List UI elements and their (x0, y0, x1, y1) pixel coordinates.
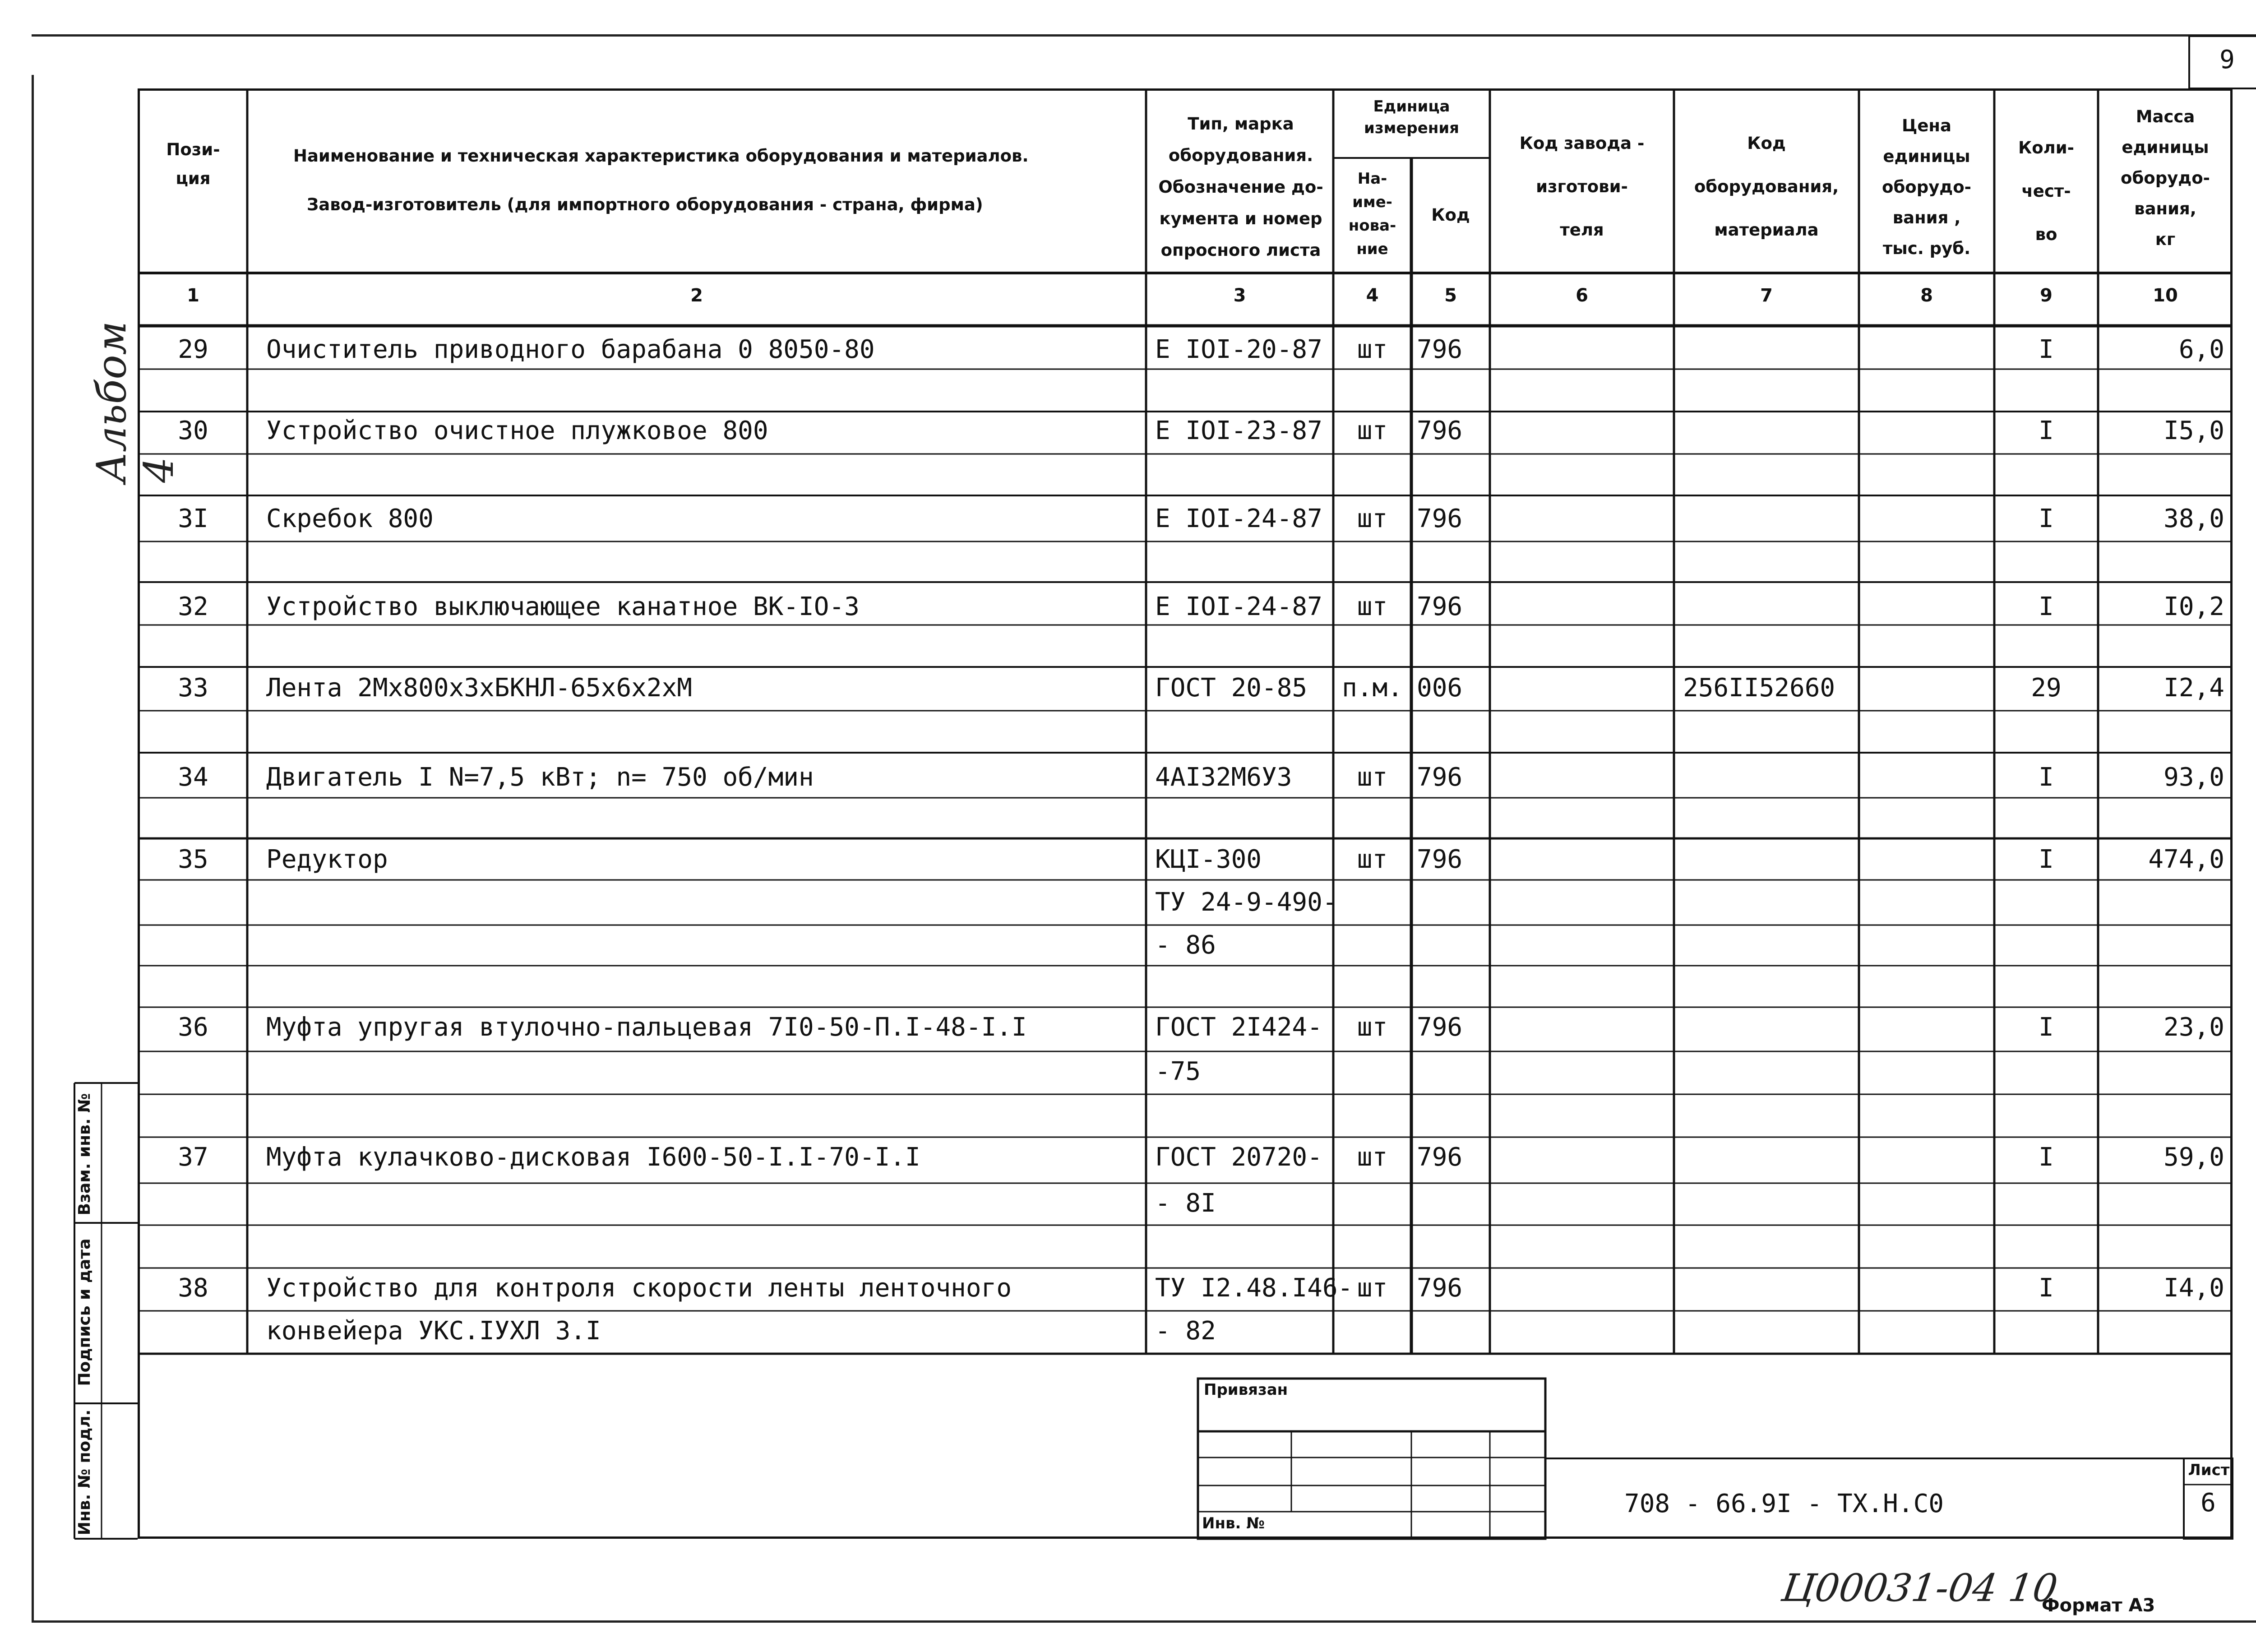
col-num: 4 (1366, 285, 1379, 306)
table-row (0, 1268, 2256, 1309)
cell-doc: - 86 (1155, 930, 1216, 960)
col-num: 9 (2040, 285, 2053, 306)
cell-code: 796 (1417, 1273, 1463, 1303)
col-num: 3 (1233, 285, 1246, 306)
cell-code: 796 (1417, 416, 1463, 445)
cell-doc: ГОСТ 20720- (1155, 1143, 1322, 1172)
cell-doc: ГОСТ 20-85 (1155, 673, 1308, 703)
cell-code: 796 (1417, 845, 1463, 874)
cell-qty: I (2039, 592, 2054, 621)
cell-doc: Е IOI-23-87 (1155, 416, 1322, 445)
cell-mass: 474,0 (2148, 845, 2224, 874)
col-num: 5 (1444, 285, 1457, 306)
cell-unit: шт (1357, 592, 1388, 621)
cell-name: Очиститель приводного барабана 0 8050-80 (266, 335, 875, 364)
col-num: 2 (690, 285, 703, 306)
cell-code: 796 (1417, 504, 1463, 533)
cell-mass: 59,0 (2164, 1143, 2224, 1172)
cell-pos: 37 (178, 1143, 208, 1172)
cell-pos: 36 (178, 1013, 208, 1042)
header-price: Цена единицы оборудо- вания , тыс. руб. (1882, 116, 1971, 258)
sheet-number-top: 9 (2219, 45, 2235, 74)
cell-mat: 256II52660 (1683, 673, 1835, 703)
header-equipment-code: Код оборудования, материала (1694, 134, 1839, 240)
cell-qty: I (2039, 845, 2054, 874)
cell-name: Двигатель I N=7,5 кВт; n= 750 об/мин (266, 763, 814, 792)
cell-qty: I (2039, 763, 2054, 792)
cell-pos: 3I (178, 504, 208, 533)
header-name: Наименование и техническая характеристика оборудования и материалов. Завод-изготовитель (для импортного оборудования - страна, фирма) (293, 146, 1029, 214)
table-row (0, 1007, 2256, 1048)
stamp-doc-code: 708 - 66.9I - ТХ.Н.С0 (1624, 1489, 1944, 1518)
header-type: Тип, марка оборудования. Обозначение до- кумента и номер опросного листа (1158, 114, 1323, 260)
col-num: 7 (1760, 285, 1773, 306)
cell-mass: 23,0 (2164, 1013, 2224, 1042)
cell-doc: ТУ I2.48.I46- (1155, 1273, 1353, 1303)
cell-pos: 35 (178, 845, 208, 874)
col-num: 1 (187, 285, 199, 306)
col-num: 6 (1576, 285, 1588, 306)
table-row (0, 1051, 2256, 1092)
cell-code: 796 (1417, 1013, 1463, 1042)
cell-code: 796 (1417, 763, 1463, 792)
stamp-sheet-value: 6 (2201, 1488, 2216, 1518)
table-row (0, 882, 2256, 923)
cell-unit: п.м. (1342, 673, 1403, 703)
stamp-bound-label: Привязан (1204, 1381, 1288, 1399)
cell-name: Устройство выключающее канатное ВК-IO-3 (266, 592, 860, 621)
cell-code: 796 (1417, 592, 1463, 621)
cell-doc: - 82 (1155, 1316, 1216, 1346)
cell-unit: шт (1357, 1143, 1388, 1172)
header-quantity: Коли- чест- во (2018, 138, 2075, 244)
cell-name: Устройство для контроля скорости ленты ленточного (266, 1273, 1012, 1303)
table-row (0, 587, 2256, 627)
cell-code: 796 (1417, 335, 1463, 364)
table-row (0, 668, 2256, 708)
cell-name: Устройство очистное плужковое 800 (266, 416, 768, 445)
header-unit: Единица измерения (1364, 97, 1459, 137)
cell-code: 006 (1417, 673, 1463, 703)
stamp-inv-label: Инв. № (1202, 1514, 1265, 1532)
table-row (0, 839, 2256, 880)
cell-doc: -75 (1155, 1057, 1201, 1086)
cell-doc: ГОСТ 2I424- (1155, 1013, 1322, 1042)
cell-code: 796 (1417, 1143, 1463, 1172)
column-number-row (0, 285, 2256, 312)
table-row (0, 925, 2256, 966)
header-unit-code: Код (1431, 205, 1470, 225)
side-label-original-inv: Инв. № подл. (75, 1409, 94, 1536)
cell-pos: 29 (178, 335, 208, 364)
cell-pos: 30 (178, 416, 208, 445)
cell-unit: шт (1357, 416, 1388, 445)
cell-pos: 34 (178, 763, 208, 792)
handwritten-code: Ц00031-04 10 (1779, 1566, 2061, 1610)
cell-doc: 4AI32M6У3 (1155, 763, 1292, 792)
header-unit-name: На- име- нова- ние (1348, 170, 1396, 258)
cell-unit: шт (1357, 1273, 1388, 1303)
cell-pos: 33 (178, 673, 208, 703)
table-row (0, 1183, 2256, 1224)
cell-qty: I (2039, 416, 2054, 445)
cell-mass: 6,0 (2178, 335, 2224, 364)
cell-qty: I (2039, 1273, 2054, 1303)
col-num: 8 (1920, 285, 1933, 306)
cell-qty: I (2039, 335, 2054, 364)
header-factory-code: Код завода - изготови- теля (1519, 134, 1645, 240)
cell-qty: I (2039, 1013, 2054, 1042)
cell-mass: 38,0 (2164, 504, 2224, 533)
cell-qty: 29 (2031, 673, 2062, 703)
col-num: 10 (2153, 285, 2178, 306)
cell-doc: Е IOI-20-87 (1155, 335, 1322, 364)
cell-mass: I0,2 (2164, 592, 2224, 621)
side-label-signature-date: Подпись и дата (75, 1238, 94, 1386)
cell-mass: I5,0 (2164, 416, 2224, 445)
cell-unit: шт (1357, 1013, 1388, 1042)
cell-unit: шт (1357, 335, 1388, 364)
album-label: Альбом 4 (88, 321, 183, 483)
table-row (0, 411, 2256, 451)
cell-doc: Е IOI-24-87 (1155, 504, 1322, 533)
cell-doc: ТУ 24-9-490- (1155, 888, 1338, 917)
cell-pos: 32 (178, 592, 208, 621)
cell-unit: шт (1357, 845, 1388, 874)
cell-doc: Е IOI-24-87 (1155, 592, 1322, 621)
cell-mass: I2,4 (2164, 673, 2224, 703)
cell-name: конвейера УКС.IУХЛ 3.I (266, 1316, 601, 1346)
cell-pos: 38 (178, 1273, 208, 1303)
cell-doc: КЦI-300 (1155, 845, 1262, 874)
cell-unit: шт (1357, 504, 1388, 533)
cell-name: Лента 2Мх800х3хБКНЛ-65х6х2хМ (266, 673, 693, 703)
cell-qty: I (2039, 1143, 2054, 1172)
cell-unit: шт (1357, 763, 1388, 792)
cell-mass: 93,0 (2164, 763, 2224, 792)
table-row (0, 499, 2256, 539)
header-mass: Масса единицы оборудо- вания, кг (2121, 107, 2210, 249)
table-row (0, 1311, 2256, 1351)
cell-name: Редуктор (266, 845, 388, 874)
cell-name: Скребок 800 (266, 504, 434, 533)
cell-doc: - 8I (1155, 1189, 1216, 1218)
stamp-sheet-label: Лист (2188, 1461, 2230, 1479)
cell-mass: I4,0 (2164, 1273, 2224, 1303)
cell-name: Муфта кулачково-дисковая I600-50-I.I-70-I.I (266, 1143, 920, 1172)
header-position: Пози- ция (166, 140, 220, 188)
table-row (0, 329, 2256, 370)
table-row (0, 757, 2256, 798)
side-label-replaced-inv: Взам. инв. № (75, 1093, 94, 1216)
format-label: Формат А3 (2042, 1595, 2155, 1616)
cell-name: Муфта упругая втулочно-пальцевая 7I0-50-П.I-48-I.I (266, 1013, 1027, 1042)
cell-qty: I (2039, 504, 2054, 533)
table-row (0, 1137, 2256, 1178)
